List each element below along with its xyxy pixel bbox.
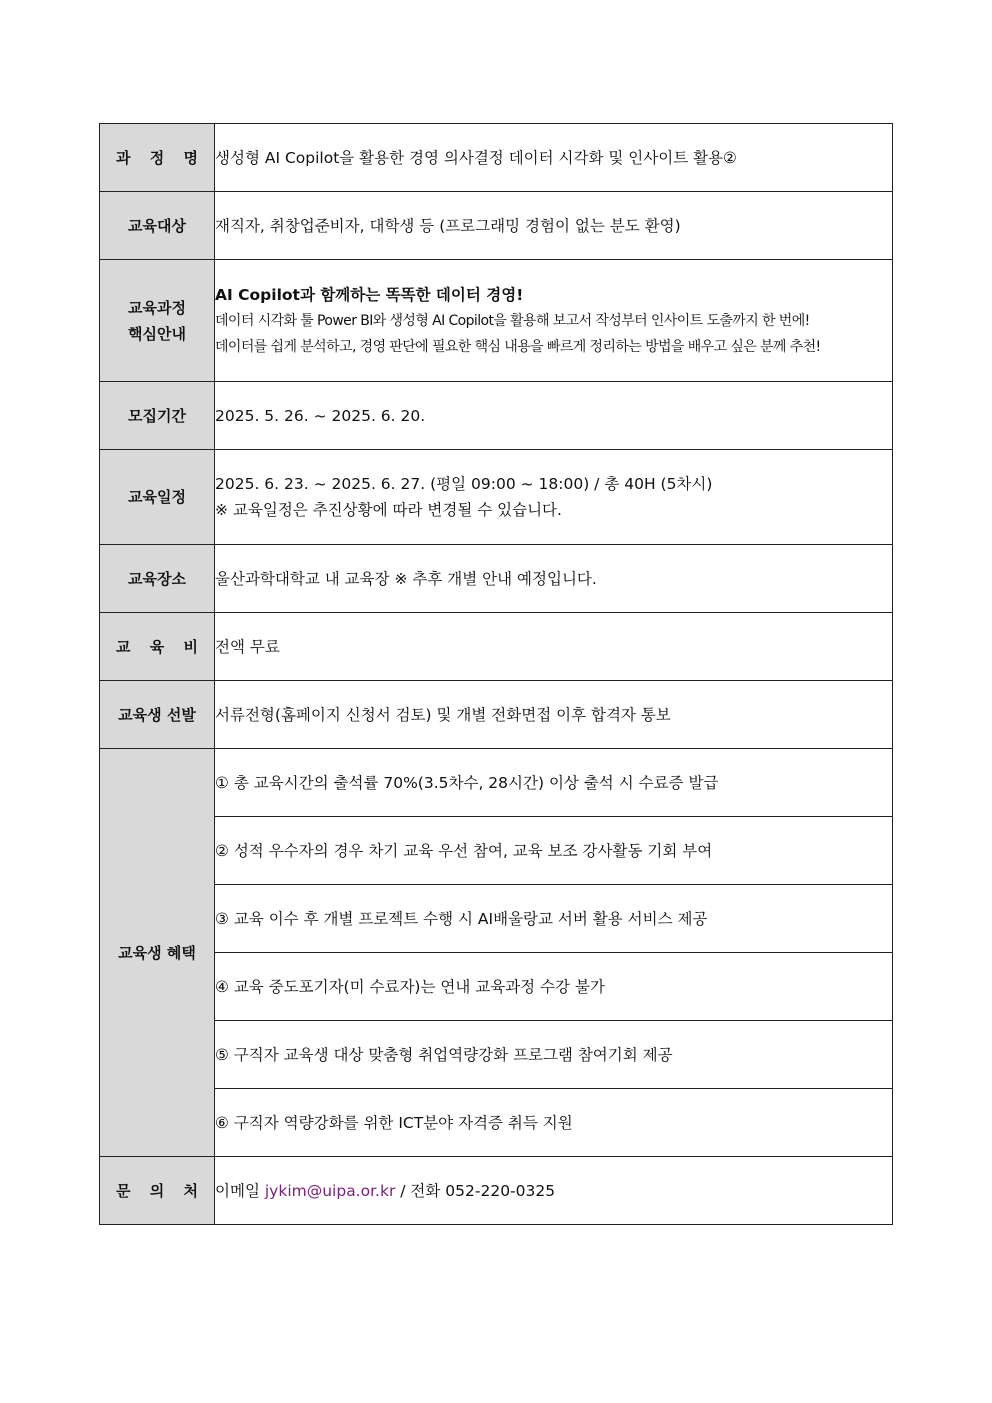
benefit-item-6: ⑥ 구직자 역량강화를 위한 ICT분야 자격증 취득 지원: [215, 1089, 893, 1157]
row-fee: [100, 613, 893, 681]
value-schedule: [215, 450, 893, 545]
contact-phone: / 전화 052-220-0325: [400, 1181, 556, 1200]
row-course-name: [100, 124, 893, 192]
value-venue: 울산과학대학교 내 교육장 ※ 추후 개별 안내 예정입니다.: [215, 545, 893, 613]
course-info-table: [99, 123, 893, 1225]
row-benefit-3: [100, 885, 893, 953]
label-venue: 교육장소: [100, 545, 215, 613]
value-course-name: 생성형 AI Copilot을 활용한 경영 의사결정 데이터 시각화 및 인사이트 활용②: [215, 124, 893, 192]
row-benefit-6: [100, 1089, 893, 1157]
row-schedule: [100, 450, 893, 545]
value-recruit-period: 2025. 5. 26. ~ 2025. 6. 20.: [215, 382, 893, 450]
label-course-name: 과 정 명: [100, 124, 215, 192]
value-core: [215, 260, 893, 382]
benefit-item-5: ⑤ 구직자 교육생 대상 맞춤형 취업역량강화 프로그램 참여기회 제공: [215, 1021, 893, 1089]
label-selection: 교육생 선발: [100, 681, 215, 749]
benefit-item-3: ③ 교육 이수 후 개별 프로젝트 수행 시 AI배울랑교 서버 활용 서비스 제공: [215, 885, 893, 953]
value-selection: 서류전형(홈페이지 신청서 검토) 및 개별 전화면접 이후 합격자 통보: [215, 681, 893, 749]
benefit-item-4: ④ 교육 중도포기자(미 수료자)는 연내 교육과정 수강 불가: [215, 953, 893, 1021]
row-core: [100, 260, 893, 382]
label-target: 교육대상: [100, 192, 215, 260]
row-selection: [100, 681, 893, 749]
row-venue: [100, 545, 893, 613]
schedule-line-2: ※ 교육일정은 추진상황에 따라 변경될 수 있습니다.: [215, 501, 562, 519]
label-schedule: 교육일정: [100, 450, 215, 545]
label-core-line1: 교육과정: [128, 298, 186, 317]
label-benefits: 교육생 혜택: [100, 749, 215, 1157]
value-contact: [215, 1157, 893, 1225]
row-benefit-4: [100, 953, 893, 1021]
row-benefit-2: [100, 817, 893, 885]
value-target: 재직자, 취창업준비자, 대학생 등 (프로그래밍 경험이 없는 분도 환영): [215, 192, 893, 260]
value-fee: 전액 무료: [215, 613, 893, 681]
schedule-line-1: 2025. 6. 23. ~ 2025. 6. 27. (평일 09:00 ~ 18:00) / 총 40H (5차시): [215, 475, 713, 493]
contact-email-prefix: 이메일: [215, 1181, 260, 1200]
row-contact: [100, 1157, 893, 1225]
row-recruit-period: [100, 382, 893, 450]
contact-email-link[interactable]: jykim@uipa.or.kr: [264, 1181, 396, 1200]
label-core: [100, 260, 215, 382]
core-line-1: 데이터 시각화 툴 Power BI와 생성형 AI Copilot을 활용해 보고서 작성부터 인사이트 도출까지 한 번에!: [215, 312, 810, 329]
core-line-2: 데이터를 쉽게 분석하고, 경영 판단에 필요한 핵심 내용을 빠르게 정리하는 방법을 배우고 싶은 분께 추천!: [215, 338, 821, 355]
row-benefit-1: [100, 749, 893, 817]
row-benefit-5: [100, 1021, 893, 1089]
benefit-item-2: ② 성적 우수자의 경우 차기 교육 우선 참여, 교육 보조 강사활동 기회 부여: [215, 817, 893, 885]
benefit-item-1: ① 총 교육시간의 출석률 70%(3.5차수, 28시간) 이상 출석 시 수료증 발급: [215, 749, 893, 817]
label-contact: 문 의 처: [100, 1157, 215, 1225]
core-title: AI Copilot과 함께하는 똑똑한 데이터 경영!: [215, 285, 524, 304]
label-core-line2: 핵심안내: [128, 324, 186, 343]
label-recruit-period: 모집기간: [100, 382, 215, 450]
row-target: [100, 192, 893, 260]
label-fee: 교 육 비: [100, 613, 215, 681]
